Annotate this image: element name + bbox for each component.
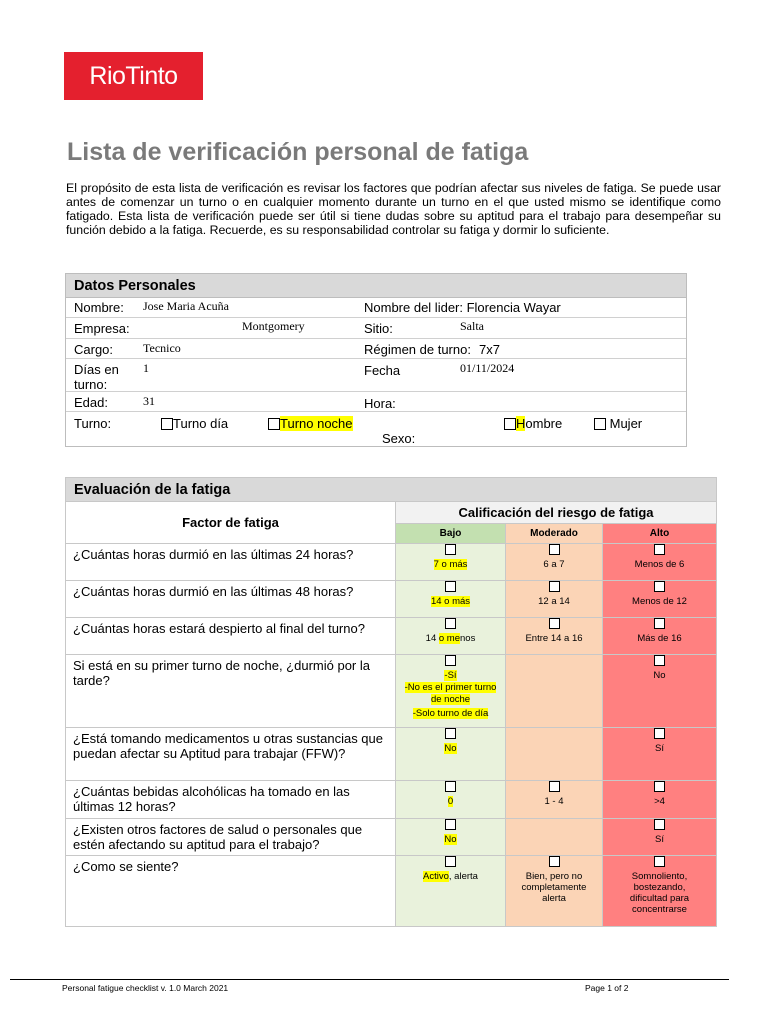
question: ¿Cuántas horas durmió en las últimas 48 horas? [66, 581, 396, 618]
option-label: Sí [655, 834, 664, 845]
checkbox-icon[interactable] [445, 819, 456, 830]
table-row: ¿Como se siente? Activo, alerta Bien, pero no completamente alerta Somnoliento, bostezando, dificultad para concentrarse [66, 856, 717, 927]
option-label: Entre 14 a 16 [525, 633, 583, 644]
option-label: 6 a 7 [543, 559, 565, 570]
dias-label: Días en turno: [74, 362, 119, 392]
personal-data-header: Datos Personales [66, 274, 686, 298]
regimen-label: Régimen de turno: [364, 342, 471, 357]
checkbox-icon[interactable] [654, 728, 665, 739]
checkbox-icon[interactable] [445, 544, 456, 555]
table-row: Si está en su primer turno de noche, ¿durmió por la tarde? -Sí -No es el primer turno de noche -Solo turno de día No [66, 655, 717, 728]
question: ¿Existen otros factores de salud o personales que estén afectando su aptitud para el trabajo? [66, 819, 396, 856]
turno-noche-option[interactable]: Turno noche [268, 416, 353, 431]
nombre-value[interactable]: Jose Maria Acuña [143, 299, 229, 313]
option-label: Sí [655, 743, 664, 754]
empresa-label: Empresa: [74, 321, 130, 336]
sitio-value[interactable]: Salta [460, 319, 484, 333]
checkbox-icon[interactable] [445, 618, 456, 629]
checkbox-icon[interactable] [594, 418, 606, 430]
checkbox-icon[interactable] [268, 418, 280, 430]
option-label: No [444, 743, 457, 754]
fatigue-header: Evaluación de la fatiga [66, 478, 717, 502]
intro-paragraph: El propósito de esta lista de verificación es revisar los factores que podrían afectar sus niveles de fatiga. Se puede usar antes de comenzar un turno o en cualquier momento durante un turno en el que usted mismo se identifique como fatigado. Esta lista de verificación puede ser útil si tiene dudas sobre su aptitud para el trabajo para desempeñar su función debido a la fatiga. Recuerde, es su responsabilidad controlar su fatiga y dormir lo suficiente. [66, 181, 721, 237]
question: Si está en su primer turno de noche, ¿durmió por la tarde? [66, 655, 396, 728]
turno-dia-option[interactable]: Turno día [161, 416, 228, 431]
table-row [66, 581, 717, 618]
fatigue-assessment-table [65, 477, 717, 927]
option-label: No [444, 834, 457, 845]
question: ¿Como se siente? [66, 856, 396, 927]
turno-label: Turno: [74, 416, 112, 431]
moderado-header: Moderado [506, 524, 603, 544]
table-row: ¿Cuántas horas estará despierto al final del turno? 14 o menos Entre 14 a 16 Más de 16 [66, 618, 717, 655]
checkbox-icon[interactable] [549, 781, 560, 792]
option-label: Somnoliento, bostezando, dificultad para concentrarse [629, 871, 690, 915]
checkbox-icon[interactable] [549, 618, 560, 629]
question: ¿Cuántas horas estará despierto al final del turno? [66, 618, 396, 655]
regimen-value[interactable]: 7x7 [479, 342, 500, 357]
sitio-label: Sitio: [364, 321, 393, 336]
checkbox-icon[interactable] [654, 618, 665, 629]
question: ¿Está tomando medicamentos u otras sustancias que puedan afectar su Aptitud para trabajar (FFW)? [66, 728, 396, 781]
dias-value[interactable]: 1 [143, 361, 149, 375]
cargo-label: Cargo: [74, 342, 114, 357]
edad-value[interactable]: 31 [143, 394, 155, 408]
checkbox-icon[interactable] [445, 856, 456, 867]
hora-label: Hora: [364, 396, 396, 411]
checkbox-icon[interactable] [654, 581, 665, 592]
option-label: Bien, pero no completamente alerta [521, 871, 587, 904]
checkbox-icon[interactable] [654, 856, 665, 867]
checkbox-icon[interactable] [654, 655, 665, 666]
table-row [66, 819, 717, 856]
fecha-value[interactable]: 01/11/2024 [460, 361, 515, 375]
nombre-label: Nombre: [74, 300, 124, 315]
option-label: 0 [447, 796, 454, 807]
footer-version: Personal fatigue checklist v. 1.0 March 2021 [62, 983, 229, 993]
cargo-value[interactable]: Tecnico [143, 341, 181, 355]
question: ¿Cuántas horas durmió en las últimas 24 horas? [66, 544, 396, 581]
checkbox-icon[interactable] [445, 655, 456, 666]
footer-page-number: Page 1 of 2 [585, 983, 629, 993]
checkbox-icon[interactable] [161, 418, 173, 430]
checkbox-icon[interactable] [654, 819, 665, 830]
lider-field[interactable]: Nombre del lider: Florencia Wayar [364, 300, 561, 315]
footer-divider [10, 979, 729, 980]
risk-header: Calificación del riesgo de fatiga [396, 502, 717, 524]
page-title: Lista de verificación personal de fatiga [67, 138, 529, 166]
question: ¿Cuántas bebidas alcohólicas ha tomado en las últimas 12 horas? [66, 781, 396, 819]
checkbox-icon[interactable] [654, 544, 665, 555]
option-label: 14 o más [430, 596, 471, 607]
bajo-header: Bajo [396, 524, 506, 544]
checkbox-icon[interactable] [504, 418, 516, 430]
option-label: 7 o más [433, 559, 468, 570]
hombre-option[interactable]: Hombre [504, 416, 562, 431]
checkbox-icon[interactable] [549, 856, 560, 867]
alto-header: Alto [603, 524, 717, 544]
rio-tinto-logo: RioTinto [64, 52, 203, 100]
empresa-value[interactable]: Montgomery [242, 319, 305, 333]
mujer-option[interactable]: Mujer [594, 416, 642, 431]
checkbox-icon[interactable] [654, 781, 665, 792]
checkbox-icon[interactable] [549, 544, 560, 555]
checkbox-icon[interactable] [445, 728, 456, 739]
table-row [66, 544, 717, 581]
checkbox-icon[interactable] [445, 581, 456, 592]
checkbox-icon[interactable] [549, 581, 560, 592]
option-label: Menos de 12 [632, 596, 687, 607]
option-label: No [653, 670, 666, 681]
fecha-label: Fecha [364, 363, 401, 378]
option-label: 1 - 4 [544, 796, 564, 807]
option-label: 12 a 14 [538, 596, 570, 607]
edad-label: Edad: [74, 395, 108, 410]
table-row [66, 728, 717, 781]
checkbox-icon[interactable] [445, 781, 456, 792]
factor-header: Factor de fatiga [66, 502, 396, 544]
option-label: Más de 16 [637, 633, 682, 644]
option-label: Menos de 6 [634, 559, 685, 570]
sexo-label: Sexo: [382, 431, 416, 446]
table-row [66, 781, 717, 819]
option-label: >4 [654, 796, 665, 807]
